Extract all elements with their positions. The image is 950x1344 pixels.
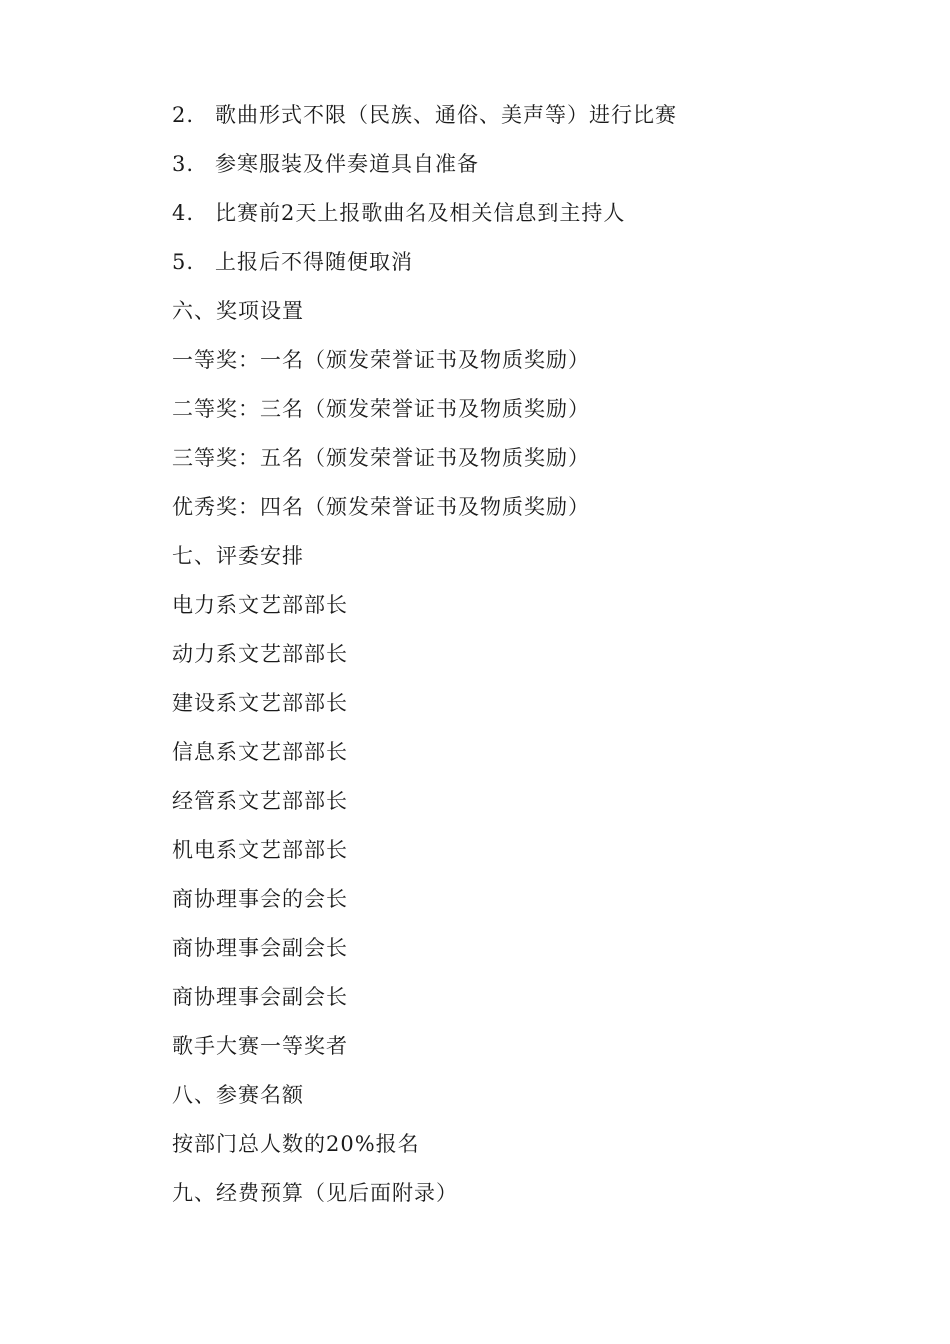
quota-text: 按部门总人数的20%报名 [172,1132,420,1156]
judge-item: 商协理事会副会长 [172,985,348,1009]
section-heading-quota: 八、参赛名额 [172,1083,304,1107]
rule-text: 比赛前2天上报歌曲名及相关信息到主持人 [215,201,626,225]
document-body [172,97,872,1224]
rule-item-4 [172,195,872,244]
rule-item-2 [172,97,872,146]
award-third-prize: 三等奖：五名（颁发荣誉证书及物质奖励） [172,446,590,470]
rule-text: 上报后不得随便取消 [215,250,413,274]
rule-number: 4. [172,201,195,225]
judge-item: 经管系文艺部部长 [172,789,348,813]
rule-number: 2. [172,103,195,127]
judge-item: 电力系文艺部部长 [172,593,348,617]
judge-item: 歌手大赛一等奖者 [172,1034,348,1058]
judge-item: 机电系文艺部部长 [172,838,348,862]
award-second-prize: 二等奖：三名（颁发荣誉证书及物质奖励） [172,397,590,421]
rule-number: 5. [172,250,195,274]
judge-item: 信息系文艺部部长 [172,740,348,764]
rule-item-3 [172,146,872,195]
judge-item: 商协理事会的会长 [172,887,348,911]
award-first-prize: 一等奖：一名（颁发荣誉证书及物质奖励） [172,348,590,372]
rule-item-5 [172,244,872,293]
section-heading-awards: 六、奖项设置 [172,299,304,323]
section-heading-judges: 七、评委安排 [172,544,304,568]
judge-item: 商协理事会副会长 [172,936,348,960]
judge-item: 建设系文艺部部长 [172,691,348,715]
section-heading-budget: 九、经费预算（见后面附录） [172,1181,458,1205]
rule-text: 参寒服装及伴奏道具自准备 [215,152,479,176]
rule-text: 歌曲形式不限（民族、通俗、美声等）进行比赛 [215,103,677,127]
judge-item: 动力系文艺部部长 [172,642,348,666]
award-excellence-prize: 优秀奖：四名（颁发荣誉证书及物质奖励） [172,495,590,519]
rule-number: 3. [172,152,195,176]
